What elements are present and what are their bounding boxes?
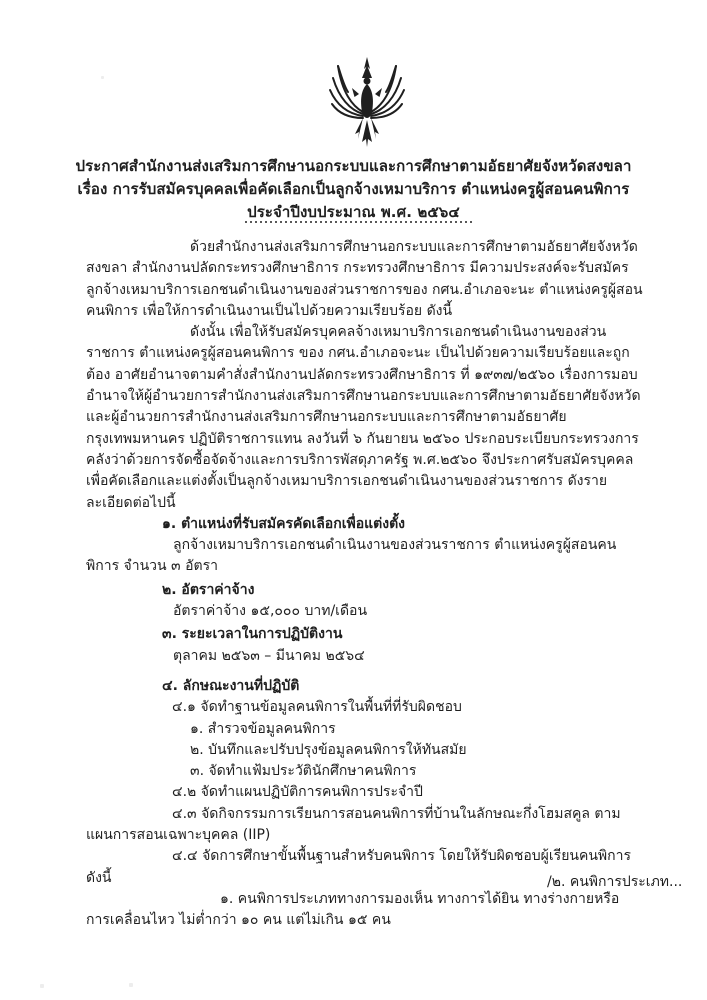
document-body (86, 237, 643, 932)
garuda-emblem (322, 56, 412, 150)
authority-paragraph: ดังนั้น เพื่อให้รับสมัครบุคคลจ้างเหมาบริการเอกชนดำเนินงานของส่วนราชการ ตำแหน่งครูผู้สอนคนพิการ ของ กศน.อำเภอจะนะ เป็นไปด้วยความเรียบร้อยและถูกต้อง อาศัยอำนาจตามคำสั่งสำนักงานปลัดกระทรวงศึกษาธิการ ที่ ๑๙๓๗/๒๕๖๐ เรื่องการมอบอำนาจให้ผู้อำนวยการสำนักงานส่งเสริมการศึกษานอกระบบและการศึกษาตามอัธยาศัยจังหวัดและผู้อำนวยการสำนักงานส่งเสริมการศึกษานอกระบบและการศึกษาตามอัธยาศัยกรุงเทพมหานคร ปฏิบัติราชการแทน ลงวันที่ ๖ กันยายน ๒๕๖๐ ประกอบระเบียบกระทรวงการคลังว่าด้วยการจัดซื้อจัดจ้างและการบริการพัสดุภาครัฐ พ.ศ.๒๕๖๐ จึงประกาศรับสมัครบุคคลเพื่อคัดเลือกและแต่งตั้งเป็นลูกจ้างเหมาบริการเอกชนดำเนินงานของส่วนราชการ ดังรายละเอียดต่อไปนี้ (86, 324, 641, 511)
announcement-fiscal-year-line: ประจำปีงบประมาณ พ.ศ. ๒๕๖๔ (247, 203, 460, 221)
intro-paragraph: ด้วยสำนักงานส่งเสริมการศึกษานอกระบบและการศึกษาตามอัธยาศัยจังหวัดสงขลา สำนักงานปลัดกระทรวงศึกษาธิการ กระทรวงศึกษาธิการ มีความประสงค์จะรับสมัครลูกจ้างเหมาบริการเอกชนดำเนินงานของส่วนราชการของ กศน.อำเภอจะนะ ตำแหน่งครูผู้สอนคนพิการ เพื่อให้การดำเนินงานเป็นไปด้วยความเรียบร้อย ดังนี้ (86, 239, 643, 319)
section-2-body: อัตราค่าจ้าง ๑๕,๐๐๐ บาท/เดือน (173, 603, 368, 620)
section-4-heading: ๔. ลักษณะงานที่ปฏิบัติ (162, 677, 300, 694)
section-4-item-1: ๔.๑ จัดทำฐานข้อมูลคนพิการในพื้นที่ที่รับผิดชอบ (172, 699, 462, 716)
section-3-heading: ๓. ระยะเวลาในการปฏิบัติงาน (162, 626, 343, 643)
section-1-heading: ๑. ตำแหน่งที่รับสมัครคัดเลือกเพื่อแต่งตั้ง (162, 515, 405, 532)
section-4-item-4: ๔.๔ จัดการศึกษาขั้นพื้นฐานสำหรับคนพิการ โดยให้รับผิดชอบผู้เรียนคนพิการ ดังนี้ (86, 848, 631, 886)
section-4-item-1-sub-1: ๑. สำรวจข้อมูลคนพิการ (190, 720, 336, 737)
section-4-item-1-sub-2: ๒. บันทึกและปรับปรุงข้อมูลคนพิการให้ทันสมัย (190, 741, 467, 758)
title-block (0, 155, 707, 224)
scan-speck (101, 76, 104, 79)
section-1-body: ลูกจ้างเหมาบริการเอกชนดำเนินงานของส่วนราชการ ตำแหน่งครูผู้สอนคนพิการ จำนวน ๓ อัตรา (86, 537, 617, 575)
announcement-org-line: ประกาศสำนักงานส่งเสริมการศึกษานอกระบบและการศึกษาตามอัธยาศัยจังหวัดสงขลา (75, 157, 632, 175)
scan-speck (40, 984, 44, 988)
announcement-subject-line: เรื่อง การรับสมัครบุคคลเพื่อคัดเลือกเป็นลูกจ้างเหมาบริการ ตำแหน่งครูผู้สอนคนพิการ (77, 180, 630, 198)
dashed-divider (245, 221, 475, 223)
section-4-item-3: ๔.๓ จัดกิจกรรมการเรียนการสอนคนพิการที่บ้านในลักษณะกึ่งโฮมสคูล ตามแผนการสอนเฉพาะบุคคล (IIP) (86, 805, 621, 844)
section-4-item-1-sub-3: ๓. จัดทำแฟ้มประวัตินักศึกษาคนพิการ (190, 763, 417, 780)
section-4-item-4-sub-1: ๑. คนพิการประเภททางการมองเห็น ทางการได้ยิน ทางร่างกายหรือการเคลื่อนไหว ไม่ต่ำกว่า ๑๐ คน แต่ไม่เกิน ๑๕ คน (86, 890, 620, 929)
section-3-body: ตุลาคม ๒๕๖๓ – มีนาคม ๒๕๖๔ (173, 647, 365, 664)
scan-speck (129, 983, 133, 987)
continuation-note: /๒. คนพิการประเภท... (547, 874, 683, 890)
section-2-heading: ๒. อัตราค่าจ้าง (162, 581, 255, 598)
section-4-item-2: ๔.๒ จัดทำแผนปฏิบัติการคนพิการประจำปี (172, 784, 423, 801)
